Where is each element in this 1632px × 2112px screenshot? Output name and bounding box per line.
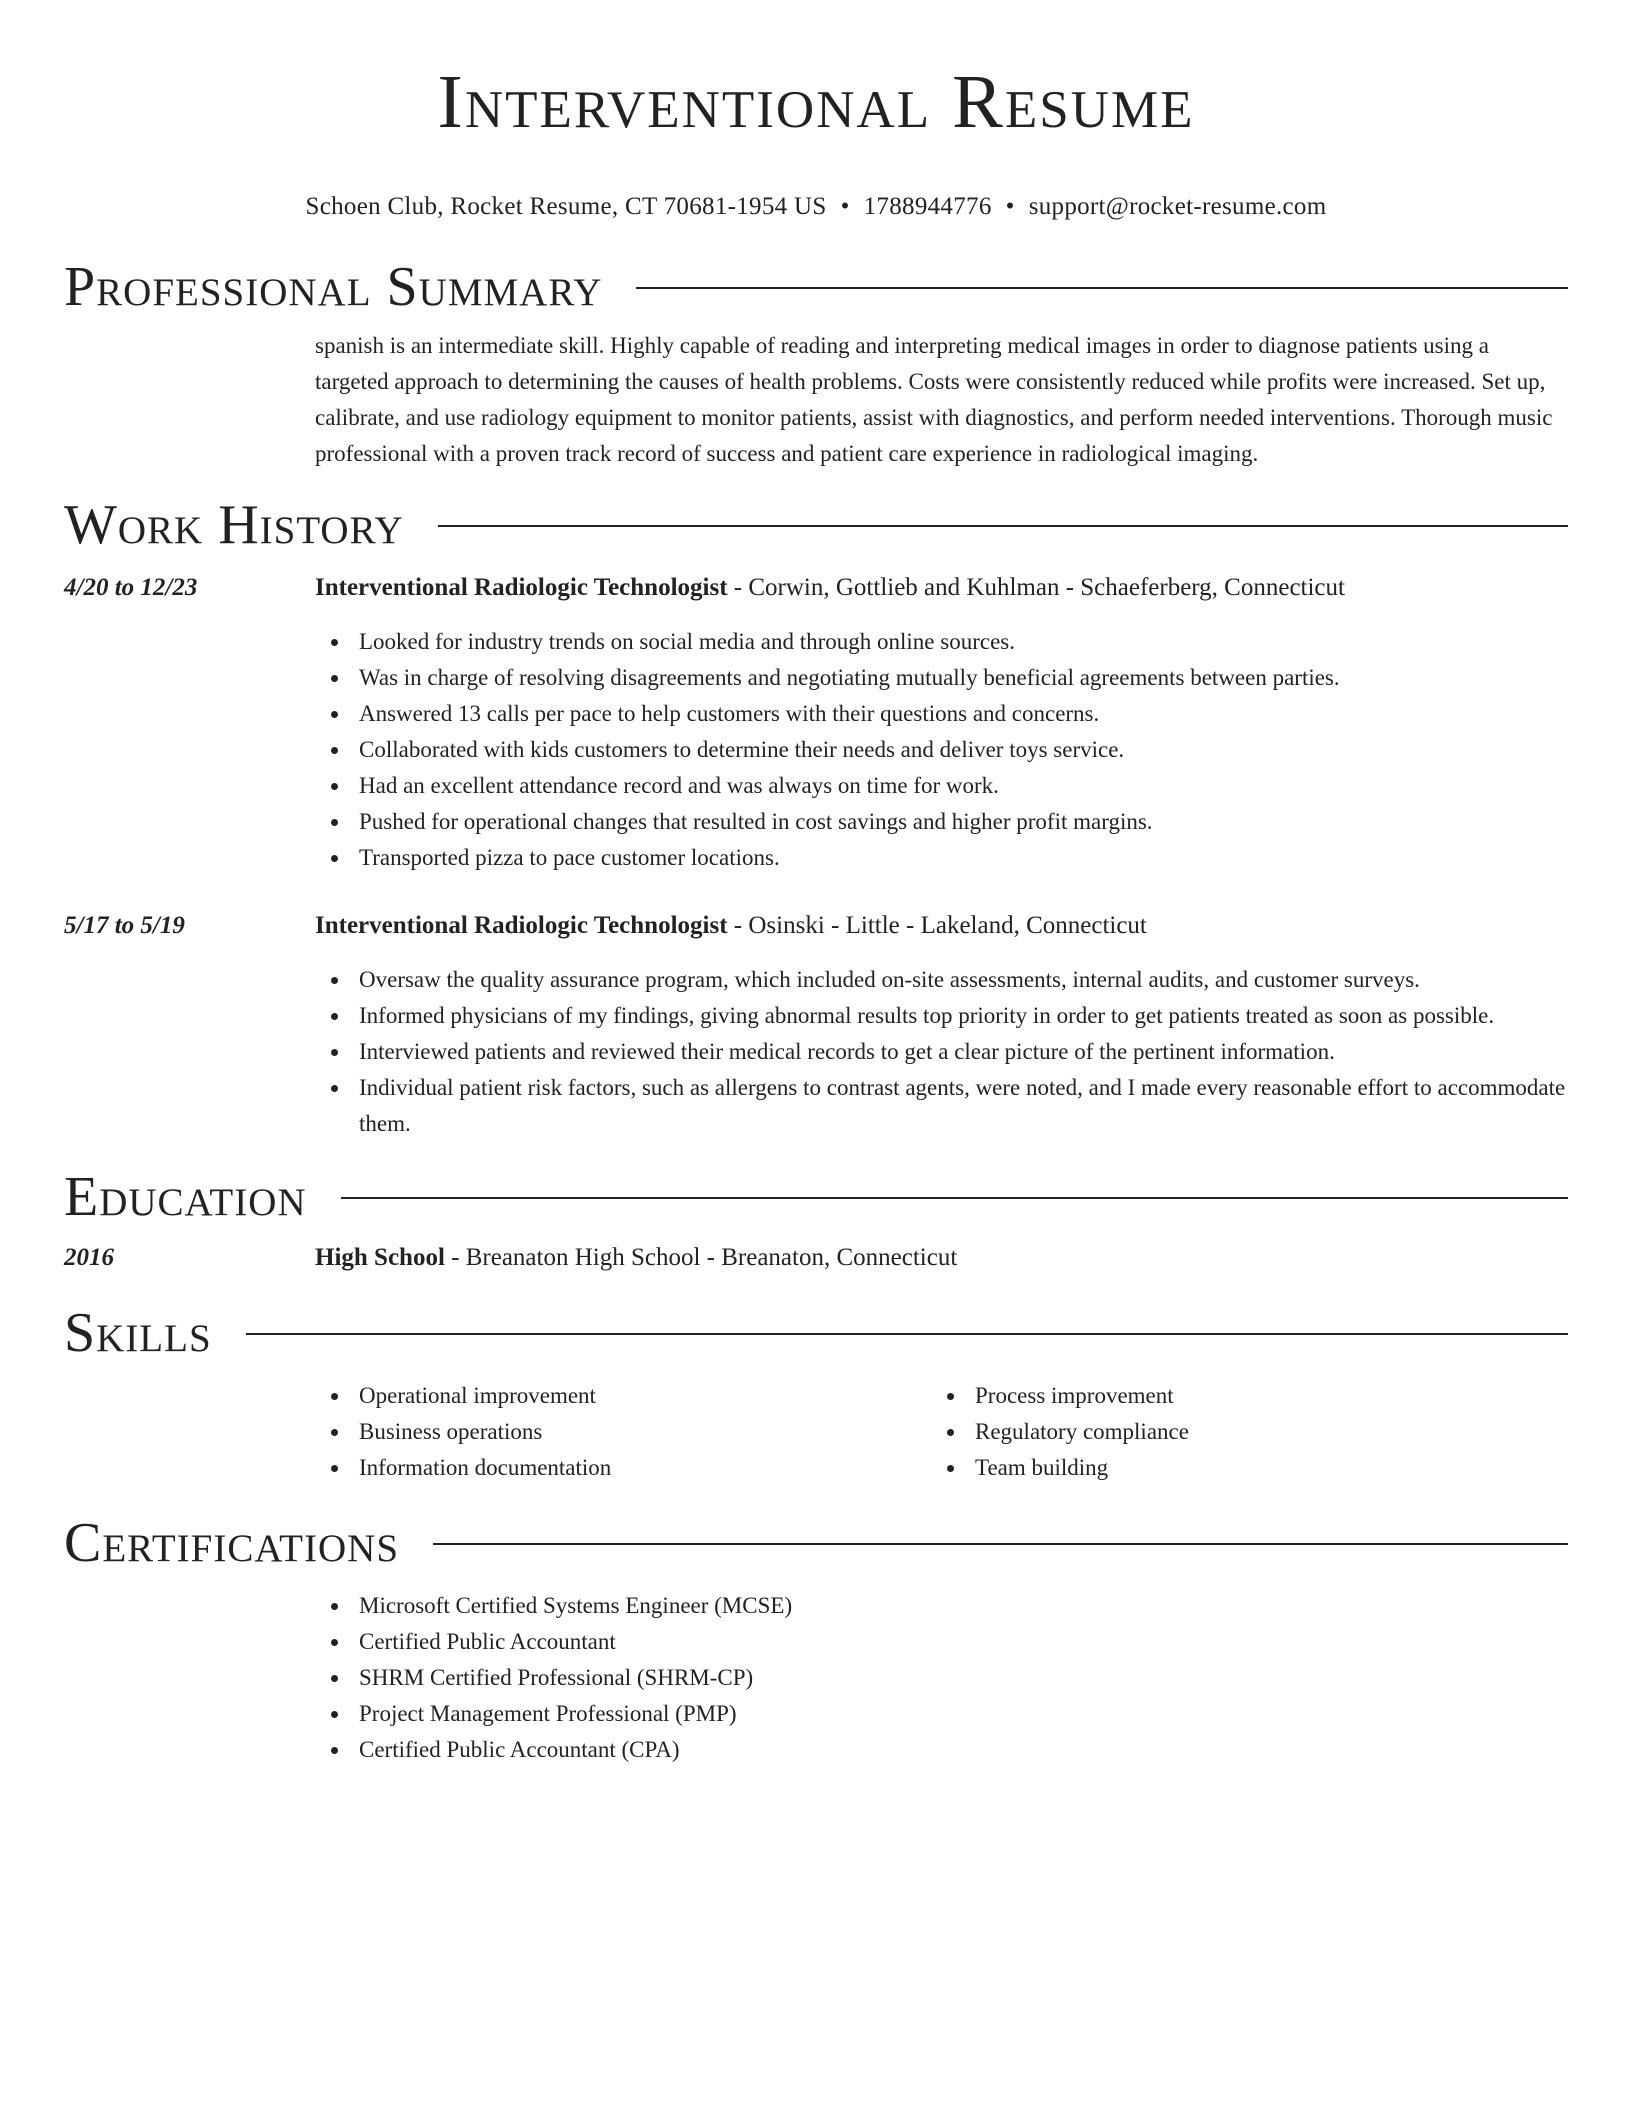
list-item: Was in charge of resolving disagreements and negotiating mutually beneficial agreements between parties. <box>315 660 1568 696</box>
list-item: Information documentation <box>315 1450 931 1486</box>
section-header <box>64 1512 1568 1574</box>
education-degree: High School <box>315 1244 445 1271</box>
education-entry <box>64 1240 1568 1276</box>
list-item: Certified Public Accountant (CPA) <box>315 1732 1568 1768</box>
list-item: Oversaw the quality assurance program, which included on-site assessments, internal audits, and customer surveys. <box>315 962 1568 998</box>
list-item: Collaborated with kids customers to determine their needs and deliver toys service. <box>315 732 1568 768</box>
job-bullets <box>315 624 1568 876</box>
work-history-section <box>64 494 1568 1142</box>
list-item: Regulatory compliance <box>931 1414 1547 1450</box>
education-school: - Breanaton High School - Breanaton, Connecticut <box>444 1244 958 1271</box>
job-company: - Corwin, Gottlieb and Kuhlman - Schaeferberg, Connecticut <box>727 574 1345 601</box>
list-item: Had an excellent attendance record and was always on time for work. <box>315 768 1568 804</box>
contact-phone: 1788944776 <box>863 193 992 220</box>
list-item: Looked for industry trends on social media and through online sources. <box>315 624 1568 660</box>
contact-address: Schoen Club, Rocket Resume, CT 70681-1954 US <box>305 193 827 220</box>
list-item: Answered 13 calls per pace to help customers with their questions and concerns. <box>315 696 1568 732</box>
list-item: Transported pizza to pace customer locations. <box>315 840 1568 876</box>
certifications-list <box>315 1588 1568 1768</box>
job-role: Interventional Radiologic Technologist <box>315 912 728 939</box>
summary-text: spanish is an intermediate skill. Highly capable of reading and interpreting medical images in order to diagnose patients using a targeted approach to determining the causes of health problems. Costs were consistently reduced while profits were increased. Set up, calibrate, and use radiology equipment to monitor patients, assist with diagnostics, and perform needed interventions. Thorough music professional with a proven track record of success and patient care experience in radiological imaging. <box>315 333 1553 466</box>
section-title: Certifications <box>64 1512 400 1574</box>
job-company: - Osinski - Little - Lakeland, Connecticut <box>727 912 1147 939</box>
list-item: Interviewed patients and reviewed their medical records to get a clear picture of the pertinent information. <box>315 1034 1568 1070</box>
contact-line <box>0 192 1632 222</box>
list-item: SHRM Certified Professional (SHRM-CP) <box>315 1660 1568 1696</box>
skills-list-right <box>931 1378 1547 1486</box>
list-item: Team building <box>931 1450 1547 1486</box>
list-item: Individual patient risk factors, such as allergens to contrast agents, were noted, and I made every reasonable effort to accommodate them. <box>315 1070 1568 1142</box>
contact-separator: • <box>840 193 850 220</box>
section-header <box>64 1302 1568 1364</box>
section-divider <box>438 525 1568 527</box>
skills-list-left <box>315 1378 931 1486</box>
contact-email[interactable]: support@rocket-resume.com <box>1028 193 1327 220</box>
list-item: Certified Public Accountant <box>315 1624 1568 1660</box>
job-header <box>64 570 1568 606</box>
list-item: Microsoft Certified Systems Engineer (MCSE) <box>315 1588 1568 1624</box>
summary-row <box>64 328 1568 472</box>
job-entry <box>64 908 1568 1142</box>
section-divider <box>246 1333 1568 1335</box>
list-item: Pushed for operational changes that resulted in cost savings and higher profit margins. <box>315 804 1568 840</box>
section-header <box>64 256 1568 318</box>
list-item: Business operations <box>315 1414 931 1450</box>
list-item: Project Management Professional (PMP) <box>315 1696 1568 1732</box>
section-header <box>64 494 1568 556</box>
job-entry <box>64 570 1568 876</box>
job-dates: 4/20 to 12/23 <box>64 574 198 601</box>
job-bullets <box>315 962 1568 1142</box>
job-role: Interventional Radiologic Technologist <box>315 574 728 601</box>
education-year: 2016 <box>64 1244 114 1271</box>
list-item: Process improvement <box>931 1378 1547 1414</box>
section-divider <box>433 1543 1568 1545</box>
list-item: Informed physicians of my findings, giving abnormal results top priority in order to get patients treated as soon as possible. <box>315 998 1568 1034</box>
section-header <box>64 1166 1568 1228</box>
certifications-section <box>64 1512 1568 1768</box>
section-title: Professional Summary <box>64 256 603 318</box>
section-title: Work History <box>64 494 404 556</box>
section-title: Skills <box>64 1302 212 1364</box>
education-section <box>64 1166 1568 1276</box>
summary-section <box>64 256 1568 472</box>
skills-grid <box>315 1378 1547 1486</box>
contact-separator: • <box>1005 193 1015 220</box>
job-dates: 5/17 to 5/19 <box>64 912 185 939</box>
job-header <box>64 908 1568 944</box>
skills-section <box>64 1302 1568 1486</box>
resume-name: Interventional Resume <box>437 60 1195 144</box>
list-item: Operational improvement <box>315 1378 931 1414</box>
section-title: Education <box>64 1166 307 1228</box>
section-divider <box>341 1197 1568 1199</box>
section-divider <box>636 287 1568 289</box>
resume-header <box>0 0 1632 222</box>
